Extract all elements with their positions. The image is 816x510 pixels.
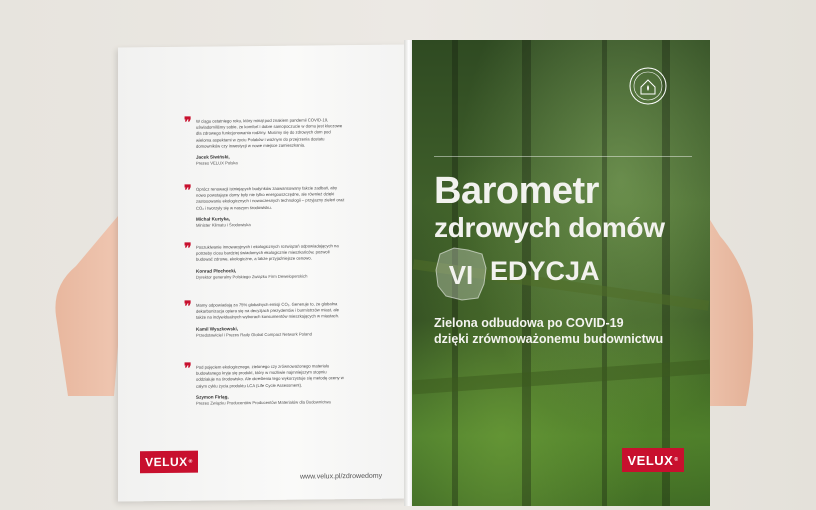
quote-block [184, 182, 346, 228]
quote-text: Poszukiwanie innowacyjnych i ekologicznych rozwiązań odpowiadających na potrzeby ciosu bardziej świadomych ekologicznie mieszkańców, pozwoli budować zdrowe, ekologiczne, a także przyjaźniejsze cenowo. [196, 243, 339, 263]
quote-author: Michał Kurtyka, [196, 216, 230, 222]
quote-author: Konrad Płochocki, [196, 267, 237, 274]
edition-roman: VI [448, 260, 474, 290]
velux-logo: VELUX ® [622, 448, 684, 472]
front-cover [412, 40, 710, 506]
quote-mark-icon: ❞ [184, 114, 192, 131]
quote-author: Szymon Firląg, [196, 394, 229, 400]
quote-block [184, 298, 346, 338]
quote-mark-icon: ❞ [184, 298, 192, 315]
title-line1: Barometr [434, 170, 599, 212]
quote-text: Oprócz renowacji istniejących budynków zaawansowany fakcie zadbań, aby nowo powstające domy były nie tylko energooszczędne, ale również dzięki zastosowaniu ekologicznych i nowoczesnych technologii – przyjazny zieleń oraz CO₂ i tworzyły się w naszym środowisku. [196, 185, 345, 211]
divider [434, 156, 692, 157]
quote-text: W ciągu ostatniego roku, który minął pod znakiem pandemii COVID-19, uświadomiliśmy sobie, że komfort i dobre samopoczucie w domu jest kluczowe dla zdrowego funkcjonowania rodziny. Musimy się do zdrowych dom pod wieloma aspektami w życiu Polaków i ważnym do przejrzenia dostatu domowników czy inwestycji w nowe miejsce zamieszkania. [196, 117, 343, 149]
quote-role: Przedstawiciel i Prezes Rady Global Compact Network Poland [196, 331, 312, 338]
quote-block [184, 240, 346, 280]
back-cover [118, 44, 408, 501]
subtitle-line2: dzięki zrównoważonemu budownictwu [434, 332, 664, 346]
subtitle-line1: Zielona odbudowa po COVID-19 [434, 316, 624, 330]
title-line2: zdrowych domów [434, 212, 665, 243]
quote-mark-icon: ❞ [184, 182, 192, 199]
quote-block [184, 114, 346, 167]
edition-label: EDYCJA [490, 256, 600, 286]
quote-author: Kamil Wyszkowski, [196, 325, 239, 332]
quote-role: Prezes VELUX Polska [196, 160, 238, 166]
velux-logo: VELUX ® [140, 451, 198, 474]
quote-mark-icon: ❞ [184, 240, 192, 257]
quote-text: Pod pojęciem ekologicznego, zielonego czy zrównoważonego materiału budowlanego kryje się produkt, który w możliwie najmniejszym stopniu oddziałuje na środowisko. Ale określenia tego wykorzystuje się metodę oceny w całym cyklu życia produktu LCA (Life Cycle Assessment). [196, 363, 344, 389]
website-url: www.velux.pl/zdrowedomy [300, 472, 383, 481]
quote-role: Prezes Związku Producentów Producentów Materiałów dla Budownictwa [196, 399, 331, 406]
quote-role: Dyrektor generalny Polskiego Związku Firm Deweloperskich [196, 273, 308, 280]
quote-mark-icon: ❞ [184, 360, 192, 377]
quote-text: Mamy odpowiadają za 75% globalnych emisji CO₂. Generuje to, że globalna dekarbonizacja opiera się na decyzjach prezydentów i burmistrzów miast, ale także na indywidualnych wyborach konsumentów mieszkających w miastach. [196, 301, 340, 321]
house-badge-icon [628, 66, 668, 106]
quote-block [184, 360, 346, 406]
quote-role: Minister Klimatu i Środowiska [196, 221, 251, 228]
poland-map-icon [434, 246, 488, 302]
quote-author: Jacek Siwiński, [196, 154, 230, 160]
